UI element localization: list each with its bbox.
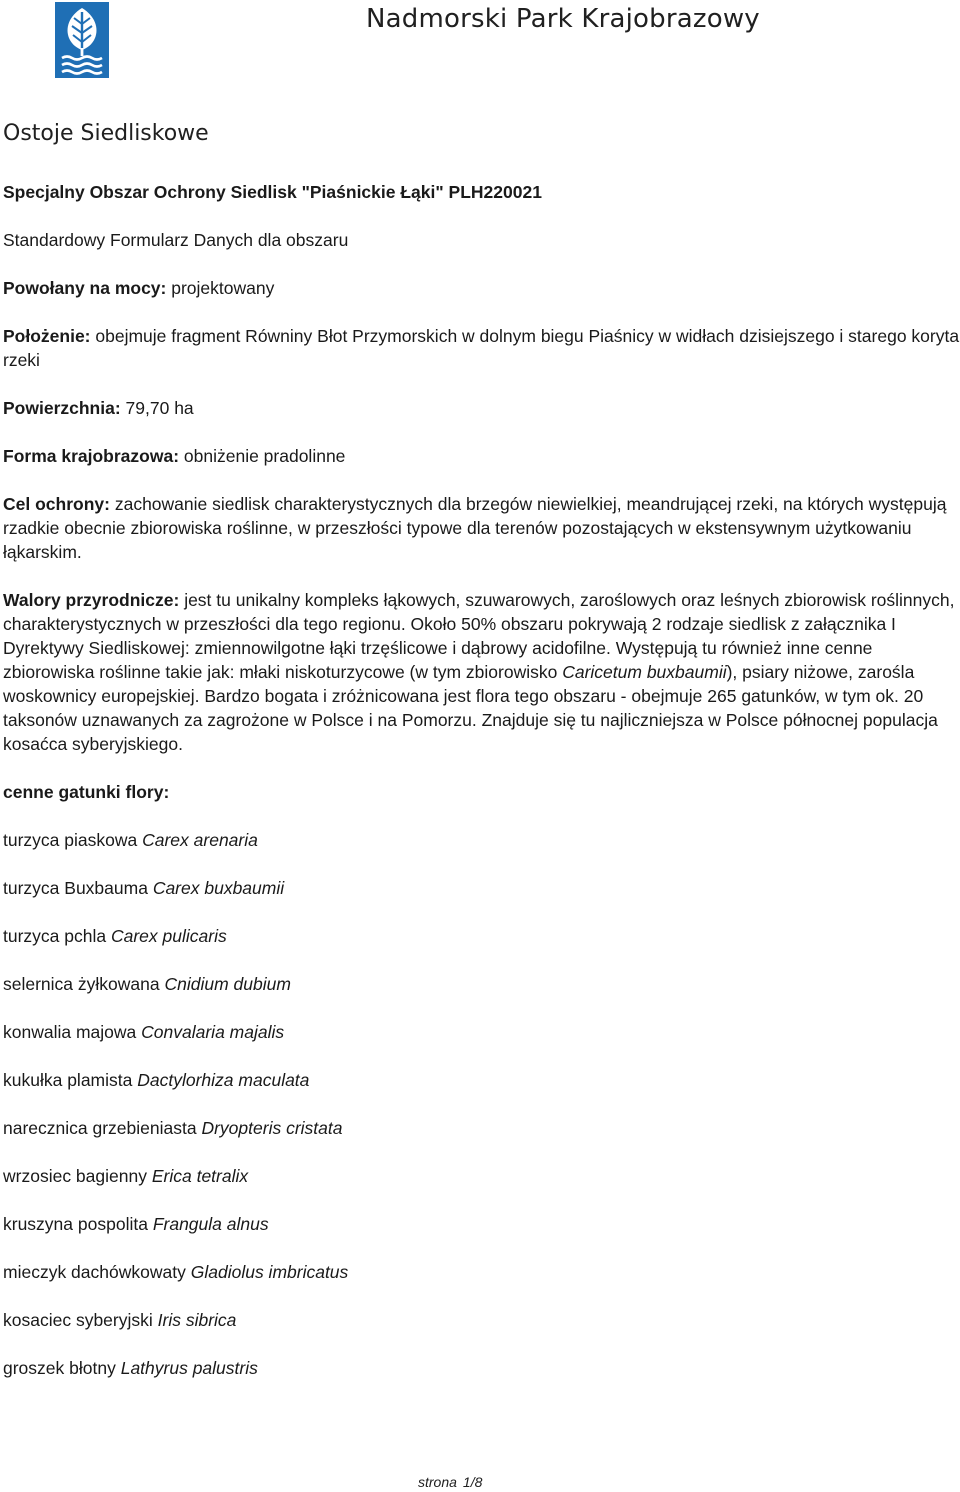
field-label: Położenie: — [3, 326, 91, 346]
species-polish-name: narecznica grzebieniasta — [3, 1118, 197, 1138]
species-latin-name: Frangula alnus — [152, 1214, 269, 1234]
sdf-link-text: Standardowy Formularz Danych dla obszaru — [3, 230, 349, 250]
list-item — [3, 1308, 960, 1332]
species-latin-name: Convalaria majalis — [141, 1022, 285, 1042]
species-latin-name: Carex buxbaumii — [152, 878, 285, 898]
field-powierzchnia — [3, 396, 960, 420]
page-number: 1/8 — [462, 1474, 483, 1490]
species-polish-name: konwalia majowa — [3, 1022, 137, 1042]
field-label: Walory przyrodnicze: — [3, 590, 180, 610]
species-polish-name: kruszyna pospolita — [3, 1214, 148, 1234]
species-polish-name: turzyca Buxbauma — [3, 878, 148, 898]
field-label: Powołany na mocy: — [3, 278, 167, 298]
page-footer — [418, 1474, 482, 1490]
field-powolany — [3, 276, 960, 300]
field-value: obniżenie pradolinne — [179, 446, 346, 466]
leaf-waves-logo-icon — [55, 2, 109, 78]
species-polish-name: turzyca pchla — [3, 926, 107, 946]
list-item — [3, 1068, 960, 1092]
field-label: Forma krajobrazowa: — [3, 446, 180, 466]
walory-przyrodnicze — [3, 588, 960, 756]
species-polish-name: wrzosiec bagienny — [3, 1166, 147, 1186]
section-title: Ostoje Siedliskowe — [3, 121, 209, 146]
species-latin-name: Erica tetralix — [151, 1166, 249, 1186]
list-item — [3, 1116, 960, 1140]
list-item — [3, 1356, 960, 1380]
list-item — [3, 1212, 960, 1236]
species-latin-name: Carex arenaria — [142, 830, 258, 850]
site-title: Nadmorski Park Krajobrazowy — [366, 4, 760, 34]
walory-text-2: ), psiary niżowe, zarośla woskownicy europejskiej. Bardzo bogata i zróżnicowana jest flora tego obszaru - obejmuje 265 gatunków, w tym ok. 20 taksonów uznawanych za zagrożone w Polsce i na Pomorzu. Znajduje się tu najliczniejsza w Polsce północnej populacja kosaćca syberyjskiego. — [3, 662, 938, 754]
species-latin-name: Cnidium dubium — [164, 974, 291, 994]
list-item — [3, 1164, 960, 1188]
species-latin-name: Gladiolus imbricatus — [190, 1262, 349, 1282]
field-value: obejmuje fragment Równiny Błot Przymorskich w dolnym biegu Piaśnicy w widłach dzisiejszego i starego koryta rzeki — [3, 326, 960, 370]
walory-latin: Caricetum buxbaumii — [562, 662, 727, 682]
area-title: Specjalny Obszar Ochrony Siedlisk "Piaśnickie Łąki" PLH220021 — [3, 182, 542, 202]
species-list — [3, 828, 960, 1380]
species-latin-name: Lathyrus palustris — [120, 1358, 258, 1378]
field-label: Cel ochrony: — [3, 494, 110, 514]
page-header — [3, 0, 960, 86]
field-forma-krajobrazowa — [3, 444, 960, 468]
list-item — [3, 972, 960, 996]
species-polish-name: kosaciec syberyjski — [3, 1310, 153, 1330]
species-polish-name: kukułka plamista — [3, 1070, 133, 1090]
field-label: Powierzchnia: — [3, 398, 121, 418]
field-value: zachowanie siedlisk charakterystycznych dla brzegów niewielkiej, meandrującej rzeki, na których występują rzadkie obecnie zbiorowiska roślinne, w przeszłości typowe dla terenów pozostających w ekstensywnym użytkowaniu łąkarskim. — [3, 494, 947, 562]
species-latin-name: Dactylorhiza maculata — [137, 1070, 310, 1090]
list-item — [3, 924, 960, 948]
species-polish-name: mieczyk dachówkowaty — [3, 1262, 186, 1282]
species-polish-name: groszek błotny — [3, 1358, 116, 1378]
field-value: 79,70 ha — [120, 398, 194, 418]
footer-label: strona — [418, 1474, 457, 1490]
list-item — [3, 828, 960, 852]
species-polish-name: selernica żyłkowana — [3, 974, 160, 994]
list-item — [3, 1020, 960, 1044]
field-polozenie — [3, 324, 960, 372]
species-latin-name: Iris sibrica — [157, 1310, 237, 1330]
field-cel-ochrony — [3, 492, 960, 564]
species-latin-name: Carex pulicaris — [110, 926, 227, 946]
list-item — [3, 876, 960, 900]
field-value: projektowany — [166, 278, 275, 298]
walory-text-1: jest tu unikalny kompleks łąkowych, szuwarowych, zaroślowych oraz leśnych zbiorowisk roślinnych, charakterystycznych w przeszłości dla tego regionu. Około 50% obszaru pokrywają 2 rodzaje siedlisk z załącznika I Dyrektywy Siedliskowej: zmiennowilgotne łąki trzęślicowe i dąbrowy acidofilne. Występują tu również inne cenne zbiorowiska roślinne takie jak: młaki niskoturzycowe (w tym zbiorowisko — [3, 590, 955, 682]
flora-heading: cenne gatunki flory: — [3, 782, 170, 802]
species-polish-name: turzyca piaskowa — [3, 830, 138, 850]
list-item — [3, 1260, 960, 1284]
species-latin-name: Dryopteris cristata — [201, 1118, 343, 1138]
